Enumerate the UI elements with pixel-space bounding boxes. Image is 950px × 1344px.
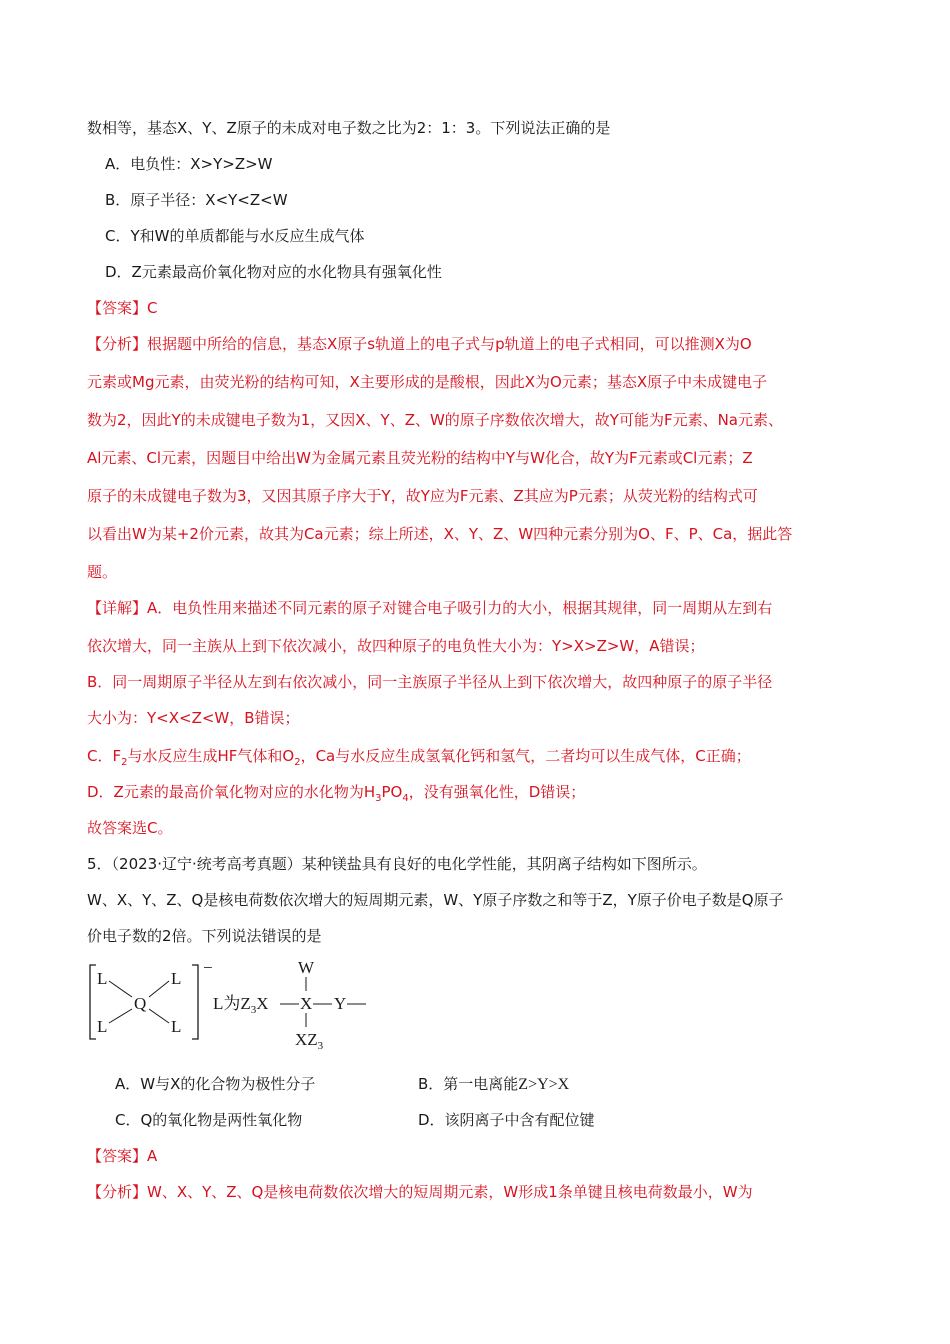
- q5-option-a: A．W与X的化合物为极性分子: [115, 1075, 316, 1093]
- q4-detail-a-2: 依次增大，同一主族从上到下依次减小，故四种原子的电负性大小为：Y>X>Z>W，A错误；: [87, 637, 705, 655]
- option-b-formula: Z>Y>X: [518, 1076, 570, 1093]
- def-x: X: [256, 994, 269, 1013]
- answer-tag: 【答案】: [87, 1147, 148, 1165]
- answer-value: C: [147, 299, 158, 317]
- q4-analysis-line-4: Al元素、Cl元素，因题目中给出W为金属元素且荧光粉的结构中Y与W化合，故Y为F元素或Cl元素；Z: [87, 449, 753, 467]
- q4-analysis-line-3: 数为2，因此Y的未成键电子数为1，又因X、Y、Z、W的原子序数依次增大，故Y可能为F元素、Na元素、: [87, 411, 784, 429]
- detail-c-part: ，Ca与水反应生成氢氧化钙和氢气，二者均可以生成气体，C正确；: [300, 747, 751, 765]
- atom-x-center: X: [300, 994, 313, 1013]
- ligand-bottom-left: L: [97, 1017, 108, 1036]
- atom-w: W: [298, 958, 315, 977]
- q5-option-b: [418, 1073, 569, 1096]
- q5-stem-3: 价电子数的2倍。下列说法错误的是: [87, 927, 322, 945]
- subscript: 4: [402, 793, 409, 804]
- q4-option-b: B．原子半径：X<Y<Z<W: [105, 191, 288, 209]
- group-xz3: [295, 1030, 324, 1052]
- q4-analysis-line-6: 以看出W为某+2价元素，故其为Ca元素；综上所述，X、Y、Z、W四种元素分别为O、F、P、Ca，据此答: [87, 525, 793, 543]
- anion-structure-diagram: [87, 957, 387, 1052]
- q5-option-d: D．该阴离子中含有配位键: [418, 1111, 595, 1129]
- analysis-text: W、X、Y、Z、Q是核电荷数依次增大的短周期元素，W形成1条单键且核电荷数最小，W为: [147, 1183, 753, 1201]
- charge-sign: −: [203, 958, 213, 977]
- q4-conclusion: 故答案选C。: [87, 819, 173, 837]
- detail-c-part: C．F: [87, 747, 122, 765]
- analysis-tag: 【分析】: [87, 1183, 148, 1201]
- bond: [109, 1009, 132, 1023]
- def-prefix: L为Z: [213, 994, 251, 1013]
- xz-prefix: XZ: [295, 1030, 318, 1049]
- ligand-bottom-right: L: [171, 1017, 182, 1036]
- q4-option-c: C．Y和W的单质都能与水反应生成气体: [105, 227, 365, 245]
- detail-a-text: A．电负性用来描述不同元素的原子对键合电子吸引力的大小，根据其规律，同一周期从左到右: [147, 599, 773, 617]
- subscript: 3: [250, 1004, 257, 1016]
- q4-detail-b-1: B．同一周期原子半径从左到右依次减小，同一主族原子半径从上到下依次增大，故四种原子的原子半径: [87, 673, 773, 691]
- detail-tag: 【详解】: [87, 599, 148, 617]
- answer-value: A: [147, 1147, 158, 1165]
- bond: [149, 981, 169, 997]
- atom-y: Y: [334, 994, 347, 1013]
- bond: [149, 1009, 169, 1023]
- answer-tag: 【答案】: [87, 299, 148, 317]
- q4-analysis-line-1: [87, 333, 890, 355]
- right-bracket: [192, 965, 198, 1039]
- subscript: 2: [121, 757, 128, 768]
- q4-analysis-line-5: 原子的未成键电子数为3，又因其原子序大于Y，故Y应为F元素、Z其应为P元素；从荧光粉的结构式可: [87, 487, 758, 505]
- detail-c-part: 与水反应生成HF气体和O: [127, 747, 295, 765]
- analysis-text: 根据题中所给的信息，基态X原子s轨道上的电子式与p轨道上的电子式相同，可以推测X为O: [147, 335, 752, 353]
- ligand-top-right: L: [171, 969, 182, 988]
- ligand-top-left: L: [97, 969, 108, 988]
- detail-d-part: D．Z元素的最高价氧化物对应的水化物为H: [87, 783, 376, 801]
- q4-stem-tail: 数相等，基态X、Y、Z原子的未成对电子数之比为2：1：3。下列说法正确的是: [87, 119, 611, 137]
- q5-stem-1: 5．（2023·辽宁·统考高考真题）某种镁盐具有良好的电化学性能，其阴离子结构如下图所示。: [87, 855, 707, 873]
- bond: [109, 981, 132, 997]
- left-bracket: [90, 965, 96, 1039]
- q4-option-d: D．Z元素最高价氧化物对应的水化物具有强氧化性: [105, 263, 442, 281]
- q4-answer: [87, 297, 890, 319]
- q4-option-a: A．电负性：X>Y>Z>W: [105, 155, 273, 173]
- subscript: 3: [375, 793, 382, 804]
- q4-analysis-line-7: 题。: [87, 563, 118, 581]
- central-atom-q: Q: [134, 994, 147, 1013]
- option-b-prefix: B．第一电离能: [418, 1075, 519, 1093]
- ligand-definition: [213, 994, 269, 1016]
- detail-d-part: ，没有强氧化性，D错误；: [408, 783, 586, 801]
- q4-detail-b-2: 大小为：Y<X<Z<W，B错误；: [87, 709, 300, 727]
- detail-d-part: PO: [381, 783, 403, 801]
- q5-analysis-line-1: [87, 1181, 890, 1203]
- q4-detail-d: [87, 781, 890, 803]
- subscript: 3: [317, 1040, 324, 1052]
- q5-stem-2: W、X、Y、Z、Q是核电荷数依次增大的短周期元素，W、Y原子序数之和等于Z，Y原子价电子数是Q原子: [87, 891, 784, 909]
- subscript: 2: [294, 757, 301, 768]
- q5-option-c: C．Q的氧化物是两性氧化物: [115, 1111, 303, 1129]
- q4-analysis-line-2: 元素或Mg元素，由荧光粉的结构可知，X主要形成的是酸根，因此X为O元素；基态X原子中未成键电子: [87, 373, 768, 391]
- q4-detail-a-1: [87, 597, 890, 619]
- q4-detail-c: [87, 745, 890, 767]
- q5-answer: [87, 1145, 890, 1167]
- analysis-tag: 【分析】: [87, 335, 148, 353]
